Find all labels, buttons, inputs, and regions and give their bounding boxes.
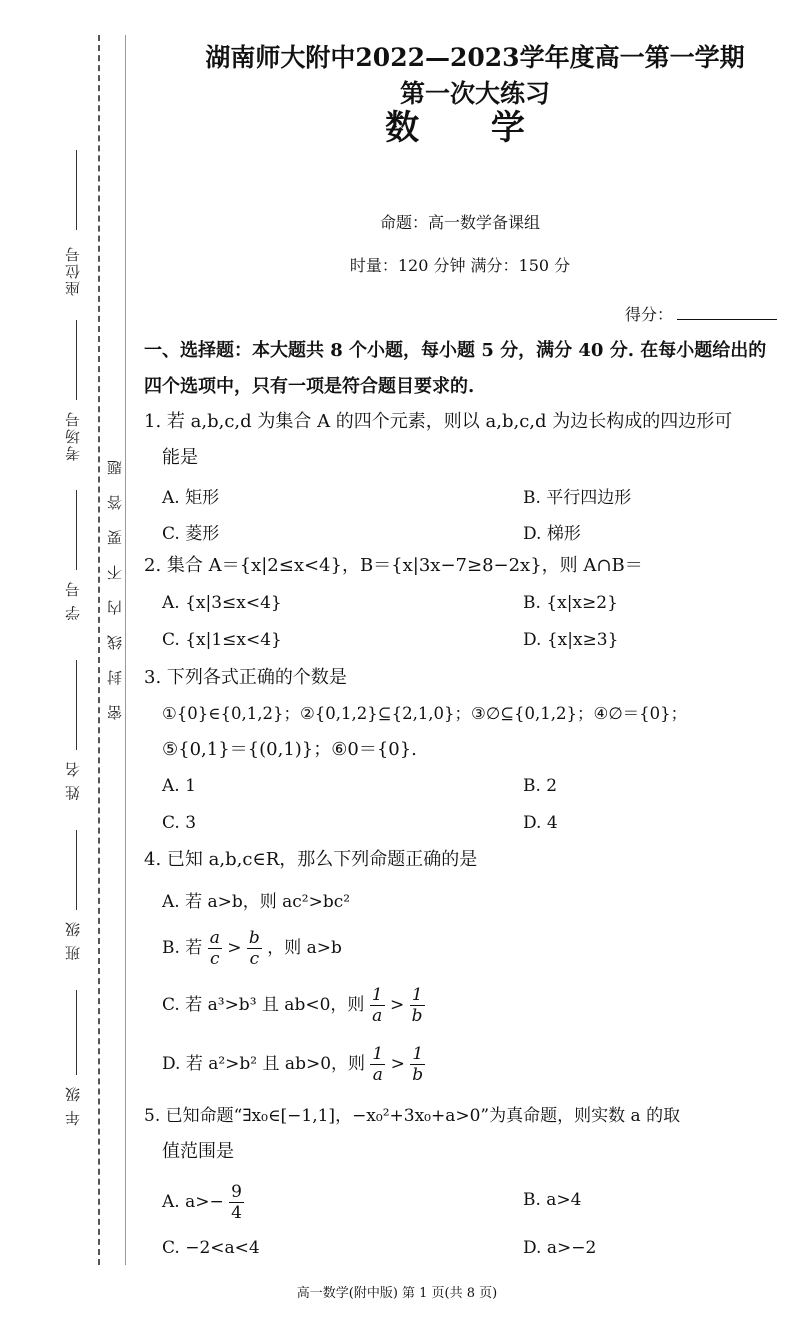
- denominator: a: [372, 1065, 383, 1085]
- field-seat-number-blank: [76, 150, 77, 230]
- question-4-option-b: [162, 928, 342, 969]
- question-5-option-b: B. a>4: [523, 1190, 582, 1210]
- fraction-a-over-c: [208, 928, 222, 969]
- question-4-option-d: [162, 1044, 425, 1085]
- question-1-option-d: D. 梯形: [523, 524, 581, 544]
- question-2-option-a: A. {x|3≤x<4}: [162, 593, 282, 613]
- fraction-b-over-c: [247, 928, 262, 969]
- field-room-number-blank: [76, 320, 77, 400]
- fraction-1-over-b: [410, 1044, 425, 1085]
- question-1: [144, 404, 784, 476]
- question-2-option-c: C. {x|1≤x<4}: [162, 630, 282, 650]
- question-5-option-a: [162, 1182, 244, 1223]
- greater-than: >: [227, 938, 242, 958]
- timing-line: 时量：120 分钟 满分：150 分: [349, 256, 571, 275]
- question-5-stem-line1: 5. 已知命题“∃x₀∈[−1,1]，−x₀²+3x₀+a>0”为真命题，则实数 a 的取: [144, 1106, 681, 1126]
- question-5: [144, 1098, 784, 1170]
- seal-warning: 密封线内不要答题: [106, 440, 124, 720]
- section-heading-line2: 四个选项中，只有一项是符合题目要求的.: [144, 376, 475, 397]
- question-1-option-a: A. 矩形: [162, 488, 220, 508]
- question-1-stem-line1: 1. 若 a,b,c,d 为集合 A 的四个元素，则以 a,b,c,d 为边长构成的四边形可: [144, 411, 733, 432]
- question-3-option-c: C. 3: [162, 813, 197, 833]
- question-5-stem-line2: 值范围是: [162, 1141, 234, 1162]
- field-student-id-blank: [76, 490, 77, 570]
- fraction-1-over-a: [370, 1044, 385, 1085]
- score-field: [625, 302, 777, 325]
- subject-title: 数 学: [385, 108, 555, 148]
- question-4-stem: 4. 已知 a,b,c∈R，那么下列命题正确的是: [144, 849, 478, 870]
- field-name-blank: [76, 660, 77, 750]
- binding-dashed-line: [98, 35, 100, 1265]
- exam-title: 湖南师大附中2022—2023学年度高一第一学期第一次大练习: [205, 43, 745, 108]
- question-3: [144, 660, 784, 768]
- greater-than: >: [390, 995, 405, 1015]
- denominator: b: [412, 1065, 424, 1085]
- question-4-option-b-suffix: ，则 a>b: [267, 938, 342, 958]
- question-4-option-b-prefix: B. 若: [162, 938, 203, 958]
- question-4-option-c: [162, 985, 425, 1026]
- denominator: b: [411, 1006, 423, 1026]
- fraction-1-over-b: [410, 985, 425, 1026]
- fraction-9-over-4: [229, 1182, 244, 1223]
- greater-than: >: [390, 1054, 405, 1074]
- question-2-option-b: B. {x|x≥2}: [523, 593, 618, 613]
- question-5-option-c: C. −2<a<4: [162, 1238, 260, 1258]
- numerator: 1: [412, 1044, 424, 1064]
- denominator: a: [372, 1006, 383, 1026]
- question-3-option-b: B. 2: [523, 776, 558, 796]
- question-3-stem-line1: 3. 下列各式正确的个数是: [144, 667, 347, 688]
- numerator: a: [209, 928, 220, 948]
- question-4-option-a: A. 若 a>b，则 ac²>bc²: [162, 892, 351, 912]
- fraction-1-over-a: [370, 985, 385, 1026]
- score-blank: [677, 319, 777, 320]
- page-footer: 高一数学(附中版) 第 1 页(共 8 页): [296, 1286, 498, 1301]
- question-5-option-d: D. a>−2: [523, 1238, 597, 1258]
- question-1-option-c: C. 菱形: [162, 524, 220, 544]
- field-grade-blank: [76, 990, 77, 1075]
- question-4-option-d-prefix: D. 若 a²>b² 且 ab>0，则: [162, 1054, 366, 1074]
- question-4-option-c-prefix: C. 若 a³>b³ 且 ab<0，则: [162, 995, 365, 1015]
- denominator: c: [210, 949, 220, 969]
- numerator: 9: [231, 1182, 242, 1202]
- field-grade: 年 级: [64, 1085, 82, 1126]
- numerator: 1: [411, 985, 423, 1005]
- question-3-option-a: A. 1: [162, 776, 196, 796]
- question-3-stem-line2: ①{0}∈{0,1,2}；②{0,1,2}⊆{2,1,0}；③∅⊆{0,1,2}；④∅＝{0}；: [162, 704, 688, 723]
- numerator: b: [248, 928, 260, 948]
- field-room-number: 考场号: [64, 410, 82, 461]
- field-class-blank: [76, 830, 77, 910]
- field-student-id: 学 号: [64, 580, 82, 621]
- denominator: 4: [231, 1203, 242, 1223]
- question-1-stem-line2: 能是: [162, 447, 198, 468]
- section-heading: [144, 333, 784, 405]
- denominator: c: [249, 949, 260, 969]
- numerator: 1: [371, 985, 383, 1005]
- question-3-stem-line3: ⑤{0,1}＝{(0,1)}；⑥0＝{0}.: [162, 739, 417, 760]
- question-3-option-d: D. 4: [523, 813, 558, 833]
- section-heading-line1: 一、选择题：本大题共 8 个小题，每小题 5 分，满分 40 分. 在每小题给出的: [144, 340, 767, 361]
- question-2-stem: 2. 集合 A＝{x|2≤x<4}，B＝{x|3x−7≥8−2x}，则 A∩B＝: [144, 555, 643, 576]
- question-5-option-a-prefix: A. a>−: [162, 1192, 224, 1212]
- field-name: 姓 名: [64, 760, 82, 801]
- field-seat-number: 座位号: [64, 245, 82, 296]
- binding-solid-line: [125, 35, 126, 1265]
- score-label: 得分：: [625, 305, 674, 324]
- question-2-option-d: D. {x|x≥3}: [523, 630, 619, 650]
- author-line: 命题：高一数学备课组: [379, 213, 540, 232]
- numerator: 1: [372, 1044, 384, 1064]
- question-1-option-b: B. 平行四边形: [523, 488, 632, 508]
- field-class: 班 级: [64, 920, 82, 961]
